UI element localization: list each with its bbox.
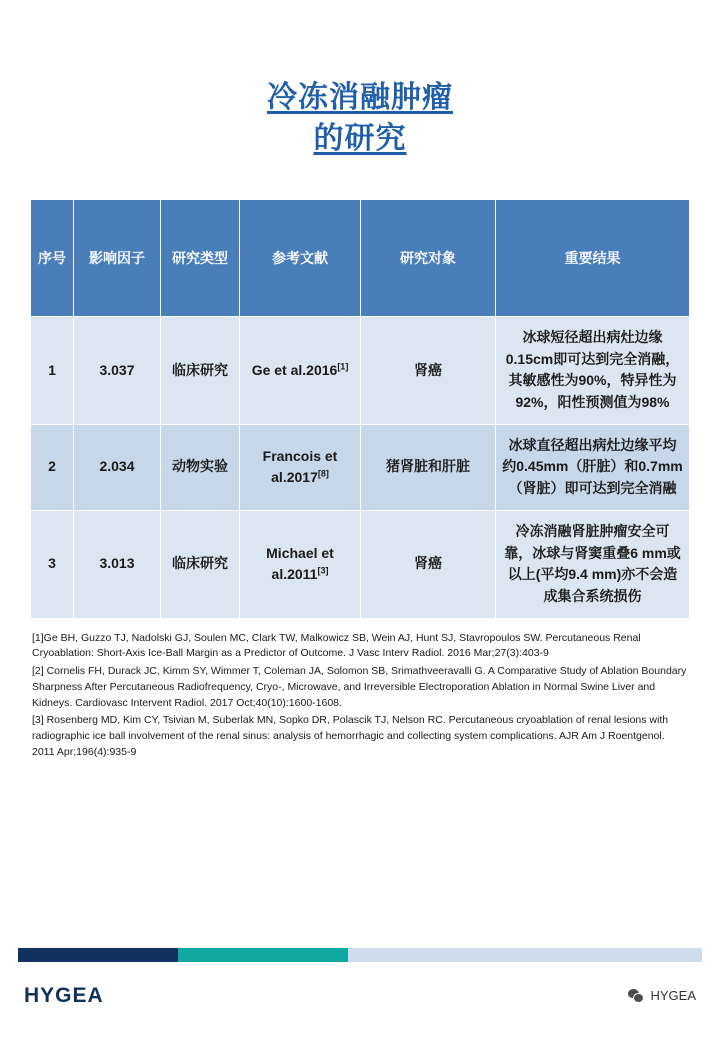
- cell-reference-text: Ge et al.2016: [251, 361, 338, 378]
- page-title-line2: 的研究: [313, 121, 407, 155]
- cell-subject: 肾癌: [361, 510, 496, 618]
- cell-seq: 1: [31, 317, 74, 425]
- wechat-account: [628, 988, 696, 1003]
- cell-reference-superscript: [3]: [317, 565, 329, 576]
- reference-list: [32, 631, 688, 761]
- table-row: [31, 424, 690, 510]
- cell-reference-text: Michael et al.2011: [266, 544, 334, 583]
- wechat-account-label: HYGEA: [650, 988, 696, 1003]
- table-header-row: [31, 200, 690, 317]
- table-body: [31, 317, 690, 619]
- col-header-subject: 研究对象: [361, 200, 496, 317]
- cell-seq: 2: [31, 424, 74, 510]
- col-header-result: 重要结果: [496, 200, 690, 317]
- cell-reference-superscript: [8]: [317, 468, 329, 479]
- footer-bar-dark: [18, 948, 178, 962]
- cell-type: 动物实验: [161, 424, 240, 510]
- col-header-type: 研究类型: [161, 200, 240, 317]
- cell-factor: 3.037: [74, 317, 161, 425]
- footer-decoration-bars: [0, 948, 720, 962]
- cell-reference-superscript: [1]: [337, 360, 349, 371]
- cell-reference: [240, 424, 361, 510]
- col-header-reference: 参考文献: [240, 200, 361, 317]
- cell-reference-text: Francois et al.2017: [262, 447, 338, 486]
- col-header-factor: 影响因子: [74, 200, 161, 317]
- cell-result: 冷冻消融肾脏肿瘤安全可靠，冰球与肾窦重叠6 mm或以上(平均9.4 mm)亦不会造成集合系统损伤: [496, 510, 690, 618]
- cell-subject: 肾癌: [361, 317, 496, 425]
- cell-reference: [240, 317, 361, 425]
- footer: [0, 962, 720, 1040]
- page-title: [0, 0, 720, 159]
- table-row: [31, 317, 690, 425]
- cell-factor: 3.013: [74, 510, 161, 618]
- cell-result: 冰球短径超出病灶边缘0.15cm即可达到完全消融，其敏感性为90%，特异性为92%，阳性预测值为98%: [496, 317, 690, 425]
- brand-logo: HYGEA: [24, 984, 104, 1007]
- cell-type: 临床研究: [161, 317, 240, 425]
- cell-seq: 3: [31, 510, 74, 618]
- wechat-icon: [628, 989, 644, 1003]
- cell-result: 冰球直径超出病灶边缘平均约0.45mm（肝脏）和0.7mm（肾脏）即可达到完全消融: [496, 424, 690, 510]
- reference-item: [1]Ge BH, Guzzo TJ, Nadolski GJ, Soulen MC, Clark TW, Malkowicz SB, Wein AJ, Hunt SJ, Stavropoulos SW. Percutaneous Renal Cryoablation: Short-Axis Ice-Ball Margin as a Predictor of Outcome. J Vasc Interv Radiol. 2016 Mar;27(3):403-9: [32, 631, 641, 660]
- study-table: [30, 199, 690, 619]
- page-title-line1: 冷冻消融肿瘤: [267, 81, 453, 114]
- cell-reference: [240, 510, 361, 618]
- reference-item: [2] Cornelis FH, Durack JC, Kimm SY, Wimmer T, Coleman JA, Solomon SB, Srimathveeravalli G. A Comparative Study of Ablation Boundary Sharpness After Percutaneous Radiofrequency, Cryo-, Microwave, and Irreversible Electroporation Ablation in Normal Swine Liver and Kidneys. Cardiovasc Intervent Radiol. 2017 Oct;40(10):1600-1608.: [32, 665, 687, 709]
- col-header-seq: 序号: [31, 200, 74, 317]
- cell-type: 临床研究: [161, 510, 240, 618]
- cell-factor: 2.034: [74, 424, 161, 510]
- table-row: [31, 510, 690, 618]
- reference-item: [3] Rosenberg MD, Kim CY, Tsivian M, Suberlak MN, Sopko DR, Polascik TJ, Nelson RC. Percutaneous cryoablation of renal lesions with radiographic ice ball involvement of the renal sinus: analysis of hemorrhagic and collecting system complications. AJR Am J Roentgenol. 2011 Apr;196(4):935-9: [32, 714, 669, 758]
- cell-subject: 猪肾脏和肝脏: [361, 424, 496, 510]
- table-header: [31, 200, 690, 317]
- footer-bar-teal: [178, 948, 348, 962]
- footer-bar-light: [348, 948, 702, 962]
